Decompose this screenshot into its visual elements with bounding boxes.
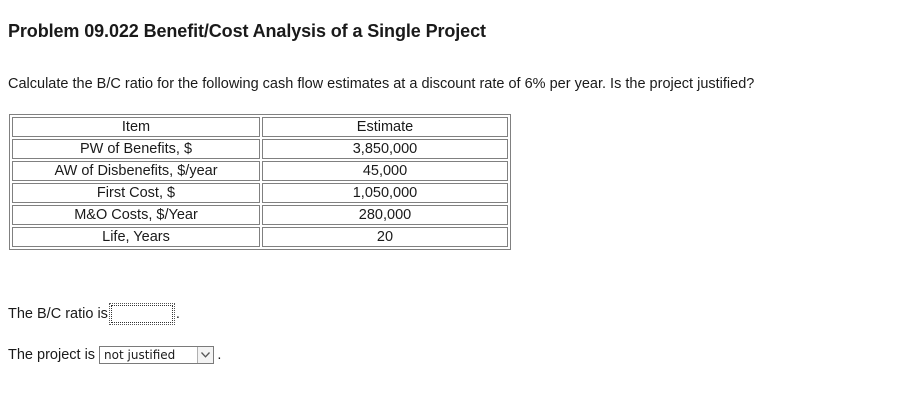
ratio-period: . bbox=[175, 306, 180, 322]
row-item-label: First Cost, $ bbox=[12, 183, 260, 203]
table-row bbox=[12, 183, 508, 203]
table-row bbox=[12, 161, 508, 181]
row-estimate-value: 1,050,000 bbox=[262, 183, 508, 203]
justification-selected-value: not justified bbox=[104, 348, 176, 362]
row-item-label: Life, Years bbox=[12, 227, 260, 247]
table-header-row bbox=[12, 117, 508, 137]
problem-title: Problem 09.022 Benefit/Cost Analysis of a Single Project bbox=[8, 21, 486, 41]
row-estimate-value: 45,000 bbox=[262, 161, 508, 181]
table-row bbox=[12, 205, 508, 225]
justification-select[interactable] bbox=[99, 346, 214, 364]
row-estimate-value: 280,000 bbox=[262, 205, 508, 225]
chevron-down-icon[interactable] bbox=[197, 347, 213, 363]
project-answer-line bbox=[8, 346, 221, 364]
ratio-answer-line bbox=[8, 305, 180, 323]
cash-flow-table bbox=[9, 114, 511, 250]
project-period: . bbox=[217, 347, 222, 363]
ratio-label: The B/C ratio is bbox=[8, 306, 108, 322]
row-estimate-value: 20 bbox=[262, 227, 508, 247]
row-item-label: M&O Costs, $/Year bbox=[12, 205, 260, 225]
header-estimate: Estimate bbox=[262, 117, 508, 137]
table-row bbox=[12, 139, 508, 159]
header-item: Item bbox=[12, 117, 260, 137]
project-label: The project is bbox=[8, 347, 96, 363]
problem-question: Calculate the B/C ratio for the following cash flow estimates at a discount rate of 6% per year. Is the project justified? bbox=[8, 76, 755, 92]
row-item-label: AW of Disbenefits, $/year bbox=[12, 161, 260, 181]
row-item-label: PW of Benefits, $ bbox=[12, 139, 260, 159]
table-row bbox=[12, 227, 508, 247]
row-estimate-value: 3,850,000 bbox=[262, 139, 508, 159]
ratio-input[interactable] bbox=[111, 305, 173, 323]
